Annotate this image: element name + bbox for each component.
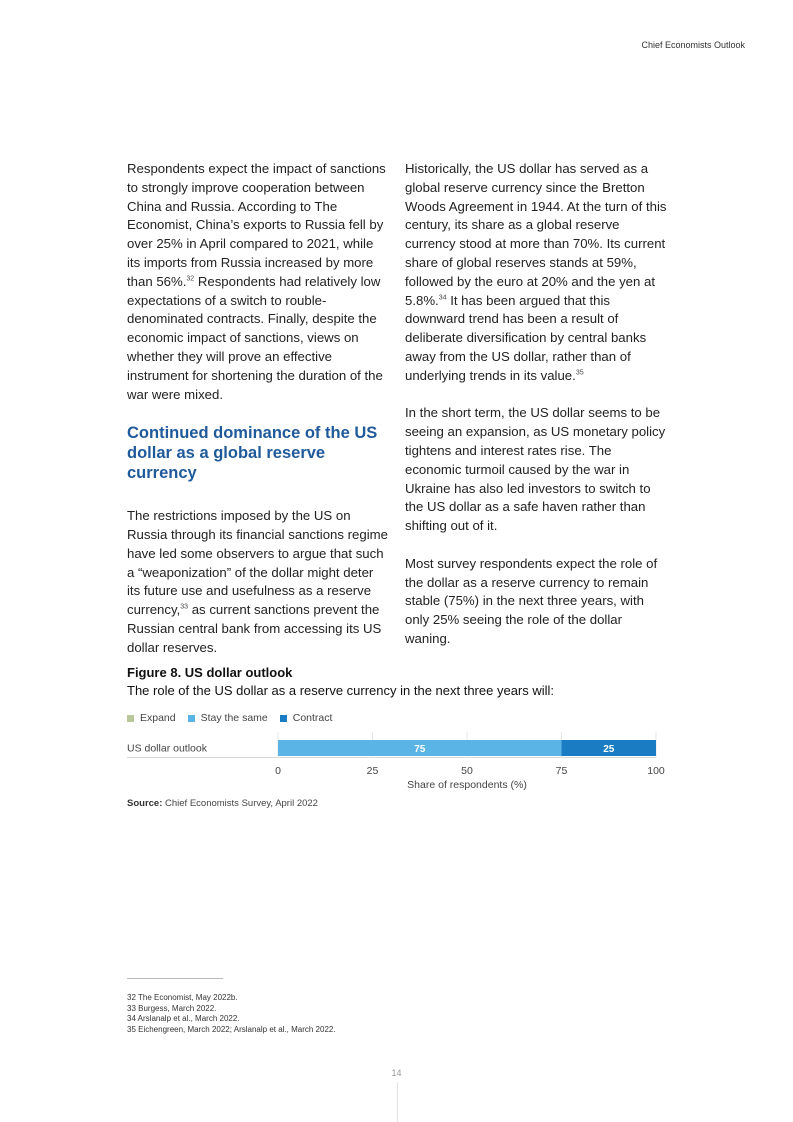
tick-label: 25 — [366, 765, 379, 777]
right-column — [405, 160, 667, 649]
x-axis-title: Share of respondents (%) — [407, 779, 527, 791]
figure-title: Figure 8. US dollar outlook — [127, 665, 293, 680]
category-label: US dollar outlook — [127, 742, 207, 755]
bar-chart — [0, 728, 793, 794]
footnote-ref[interactable]: 33 — [180, 603, 189, 611]
page-number: 14 — [391, 1068, 402, 1078]
data-label: 25 — [603, 744, 615, 755]
body-paragraph: Most survey respondents expect the role of the dollar as a reserve currency to remain stable (75%) in the next three years, with only 25% seeing the role of the dollar waning. — [405, 555, 658, 646]
running-header: Chief Economists Outlook — [641, 40, 745, 50]
figure-source: Source: Chief Economists Survey, April 2022 — [127, 798, 318, 809]
body-paragraph: In the short term, the US dollar seems to be seeing an expansion, as US monetary policy tightens and interest rates rise. The economic turmoil caused by the war in Ukraine has also led investors to switch to the US dollar as a safe haven rather than shifting out of it. — [405, 405, 666, 534]
figure-subtitle: The role of the US dollar as a reserve currency in the next three years will: — [127, 683, 555, 698]
legend-item-contract: Contract — [280, 712, 333, 724]
chart-svg — [0, 728, 793, 794]
legend-item-stay-the-same: Stay the same — [188, 712, 268, 724]
legend-swatch — [188, 715, 195, 722]
legend-item-expand: Expand — [127, 712, 176, 724]
legend-swatch — [127, 715, 134, 722]
data-label: 75 — [414, 744, 426, 755]
footnotes — [127, 993, 336, 1035]
footnote: 33 Burgess, March 2022. — [127, 1003, 217, 1013]
footnote-ref[interactable]: 32 — [186, 275, 195, 283]
tick-label: 0 — [275, 765, 281, 777]
footnote: 35 Eichengreen, March 2022; Arslanalp et al., March 2022. — [127, 1024, 336, 1034]
legend-swatch — [280, 715, 287, 722]
body-paragraph: Historically, the US dollar has served as a global reserve currency since the Bretton Woods Agreement in 1944. At the turn of this century, its share as a global reserve currency stood at more than 70%. Its current share of global reserves stands at 59%, followed by the euro at 20% and the yen at 5.8%.$^{34}$ It has been argued that this downward trend has been a result of deliberate diversification by central banks away from the US dollar, rather than of underlying trends in its value.$^{35}$ — [405, 161, 667, 383]
tick-label: 50 — [461, 765, 473, 777]
footnote: 32 The Economist, May 2022b. — [127, 993, 238, 1002]
body-paragraph: Respondents expect the impact of sanctions to strongly improve cooperation between China and Russia. According to The Economist, China’s exports to Russia fell by over 25% in April compared to 2021, while its imports from Russia increased by more than 56%.$^{32}$ Respondents had relatively low expectations of a switch to rouble-denominated contracts. Finally, despite the economic impact of sanctions, views on whether they will prove an effective instrument for shortening the duration of the war were mixed. — [127, 161, 386, 402]
chart-legend — [127, 712, 344, 724]
footnote-ref[interactable]: 34 — [438, 294, 447, 302]
tick-label: 100 — [647, 765, 665, 777]
tick-label: 75 — [555, 765, 568, 777]
left-column — [127, 160, 389, 658]
footnote: 34 Arslanalp et al., March 2022. — [127, 1014, 240, 1023]
footnote-divider — [127, 978, 223, 979]
section-heading: Continued dominance of the US dollar as a global reserve currency — [127, 424, 378, 483]
footnote-ref[interactable]: 35 — [575, 369, 584, 377]
page-divider — [397, 1082, 398, 1122]
body-paragraph: The restrictions imposed by the US on Russia through its financial sanctions regime have led some observers to argue that such a “weaponization” of the dollar might deter its future use and usefulness as a reserve currency,$^{33}$ as current sanctions prevent the Russian central bank from accessing its US dollar reserves. — [127, 508, 388, 655]
